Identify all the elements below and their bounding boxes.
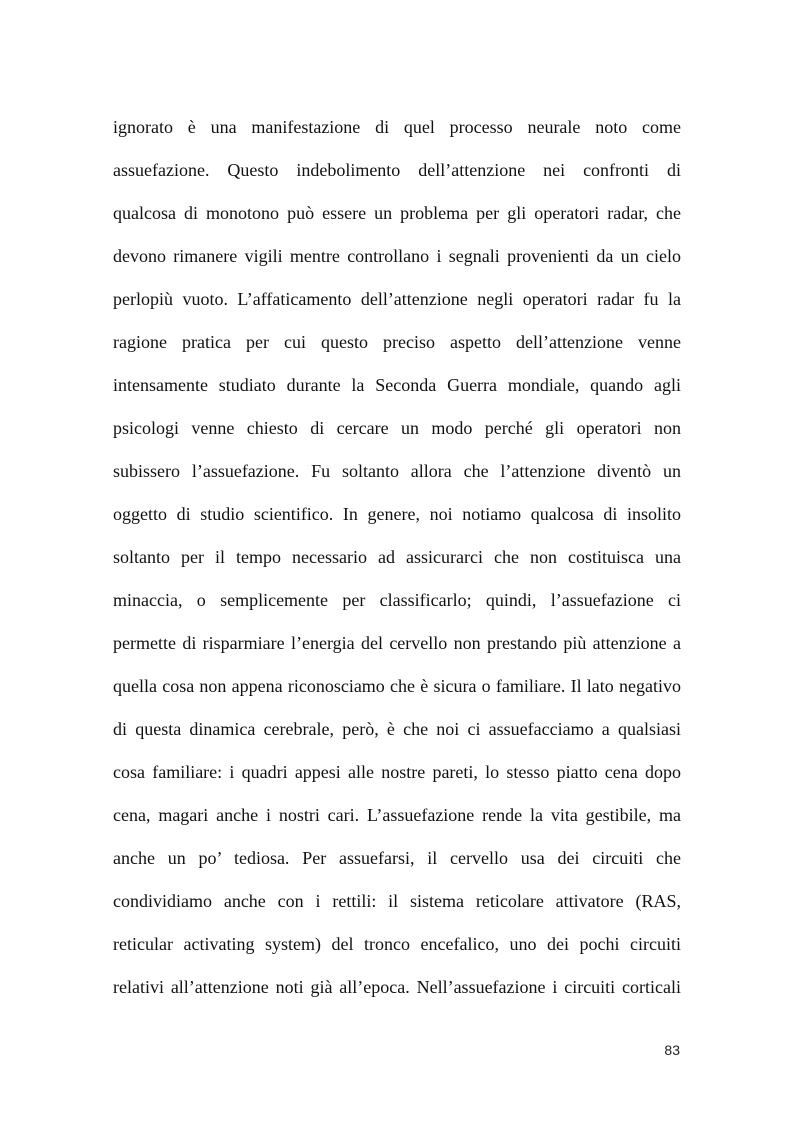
text-line-12: minaccia, o semplicemente per classificarlo; quindi, l’assuefazione ci [113, 590, 681, 610]
text-line-5: perlopiù vuoto. L’affaticamento dell’attenzione negli operatori radar fu la [113, 289, 681, 309]
text-line-2: assuefazione. Questo indebolimento dell’attenzione nei confronti di [113, 160, 681, 180]
text-line-3: qualcosa di monotono può essere un problema per gli operatori radar, che [113, 203, 681, 223]
text-line-15: di questa dinamica cerebrale, però, è che noi ci assuefacciamo a qualsiasi [113, 719, 681, 739]
text-line-8: psicologi venne chiesto di cercare un modo perché gli operatori non [113, 418, 681, 438]
text-line-18: anche un po’ tediosa. Per assuefarsi, il cervello usa dei circuiti che [113, 848, 681, 868]
text-line-14: quella cosa non appena riconosciamo che è sicura o familiare. Il lato negativo [113, 676, 681, 696]
page-number: 83 [664, 1042, 680, 1058]
text-line-11: soltanto per il tempo necessario ad assicurarci che non costituisca una [113, 547, 681, 567]
text-line-21: relativi all’attenzione noti già all’epoca. Nell’assuefazione i circuiti corticali [113, 977, 681, 997]
text-line-13: permette di risparmiare l’energia del cervello non prestando più attenzione a [113, 633, 681, 653]
text-line-16: cosa familiare: i quadri appesi alle nostre pareti, lo stesso piatto cena dopo [113, 762, 681, 782]
text-line-10: oggetto di studio scientifico. In genere, noi notiamo qualcosa di insolito [113, 504, 681, 524]
body-paragraph [113, 106, 681, 1009]
text-line-9: subissero l’assuefazione. Fu soltanto allora che l’attenzione diventò un [113, 461, 681, 481]
text-line-7: intensamente studiato durante la Seconda Guerra mondiale, quando agli [113, 375, 681, 395]
text-line-17: cena, magari anche i nostri cari. L’assuefazione rende la vita gestibile, ma [113, 805, 681, 825]
text-line-19: condividiamo anche con i rettili: il sistema reticolare attivatore (RAS, [113, 891, 681, 911]
text-line-1: ignorato è una manifestazione di quel processo neurale noto come [113, 117, 681, 137]
text-line-6: ragione pratica per cui questo preciso aspetto dell’attenzione venne [113, 332, 681, 352]
text-line-4: devono rimanere vigili mentre controllano i segnali provenienti da un cielo [113, 246, 681, 266]
text-line-20: reticular activating system) del tronco encefalico, uno dei pochi circuiti [113, 934, 681, 954]
